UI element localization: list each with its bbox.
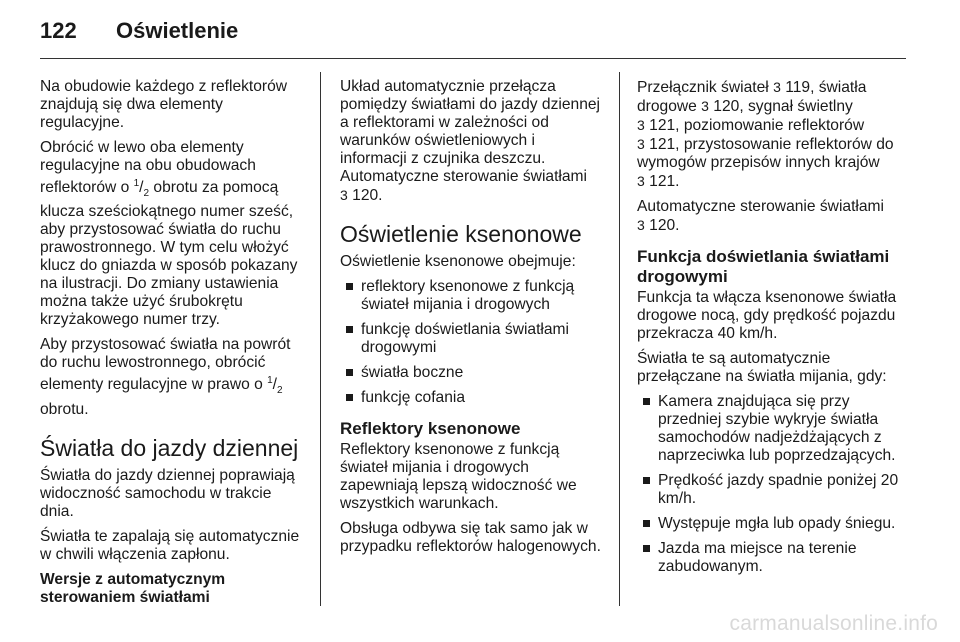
paragraph: Przełącznik świateł 3 119, światła drogowe 3 120, sygnał świetlny 3 121, poziomowanie reflektorów 3 121, przystosowanie reflektorów do wymogów przepisów innych krajów 3 121. xyxy=(637,79,894,190)
bullet-list xyxy=(340,278,605,407)
reference-arrow-icon: 3 xyxy=(340,187,348,203)
list-item: reflektory ksenonowe z funkcją świateł mijania i drogowych xyxy=(340,278,605,314)
list-item: Kamera znajdująca się przy przedniej szybie wykryje światła samochodów nadjeżdżających z naprzeciwka lub poprzedzających. xyxy=(637,393,905,465)
reference-arrow-icon: 3 xyxy=(637,136,645,152)
list-item: funkcję cofania xyxy=(340,389,605,407)
reference-arrow-icon: 3 xyxy=(701,98,709,114)
list-item: Występuje mgła lub opady śniegu. xyxy=(637,515,905,533)
fraction: $^1/_2$ xyxy=(133,178,150,200)
list-item: Jazda ma miejsce na terenie zabudowanym. xyxy=(637,540,905,576)
page-header xyxy=(40,18,238,52)
chapter-title: Oświetlenie xyxy=(116,18,239,43)
bullet-list xyxy=(637,393,905,576)
column-1 xyxy=(40,78,308,607)
fraction: $^1/_2$ xyxy=(267,375,283,397)
subheading: Funkcja doświetlania światłami drogowymi xyxy=(637,247,890,286)
section-heading: Światła do jazdy dziennej xyxy=(40,434,299,461)
paragraph: Na obudowie każdego z reflektorów znajdują się dwa elementy regulacyjne. xyxy=(40,78,288,131)
list-item: Prędkość jazdy spadnie poniżej 20 km/h. xyxy=(637,472,905,508)
paragraph: Światła te są automatycznie przełączane na światła mijania, gdy: xyxy=(637,350,887,385)
reference-arrow-icon: 3 xyxy=(637,117,645,133)
page-number: 122 xyxy=(40,18,77,43)
reference-arrow-icon: 3 xyxy=(637,173,645,189)
column-3 xyxy=(637,78,905,583)
paragraph: Obsługa odbywa się tak samo jak w przypadku reflektorów halogenowych. xyxy=(340,520,601,555)
paragraph: Aby przystosować światła na powrót do ruchu lewostronnego, obrócić elementy regulacyjne w prawo o $^1/_2$ obrotu. xyxy=(40,336,291,418)
header-rule xyxy=(40,58,906,59)
paragraph: Automatyczne sterowanie światłami 3 120. xyxy=(637,198,885,234)
paragraph: Oświetlenie ksenonowe obejmuje: xyxy=(340,253,576,270)
column-divider xyxy=(619,72,620,606)
reference-arrow-icon: 3 xyxy=(773,79,781,95)
watermark: carmanualsonline.info xyxy=(729,612,938,635)
section-heading: Oświetlenie ksenonowe xyxy=(340,221,582,247)
column-divider xyxy=(320,72,321,606)
column-2 xyxy=(340,78,605,563)
subheading: Reflektory ksenonowe xyxy=(340,419,521,438)
list-item: światła boczne xyxy=(340,364,605,382)
paragraph: Światła te zapalają się automatycznie w chwili włączenia zapłonu. xyxy=(40,527,300,563)
subheading: Wersje z automatycznym sterowaniem światłami xyxy=(40,570,226,606)
paragraph: Reflektory ksenonowe z funkcją świateł mijania i drogowych zapewniają lepszą widoczność we wszystkich warunkach. xyxy=(340,441,577,512)
paragraph: Układ automatycznie przełącza pomiędzy światłami do jazdy dziennej a reflektorami w zależności od warunków oświetleniowych i informacji z czujnika deszczu. Automatyczne sterowanie światłami 3 120. xyxy=(340,78,601,204)
paragraph: Światła do jazdy dziennej poprawiają widoczność samochodu w trakcie dnia. xyxy=(40,466,295,520)
list-item: funkcję doświetlania światłami drogowymi xyxy=(340,321,605,357)
reference-arrow-icon: 3 xyxy=(637,217,645,233)
paragraph: Obrócić w lewo oba elementy regulacyjne na obu obudowach reflektorów o $^1/_2$ obrotu za pomocą klucza sześciokątnego numer sześć, aby przystosować światła do ruchu prawostronnego. W tym celu włożyć klucz do gniazda w sposób pokazany na ilustracji. Do zmiany ustawienia można także użyć śrubokrętu krzyżakowego numer trzy. xyxy=(40,139,298,329)
paragraph: Funkcja ta włącza ksenonowe światła drogowe nocą, gdy prędkość pojazdu przekracza 40 km/h. xyxy=(637,289,897,342)
